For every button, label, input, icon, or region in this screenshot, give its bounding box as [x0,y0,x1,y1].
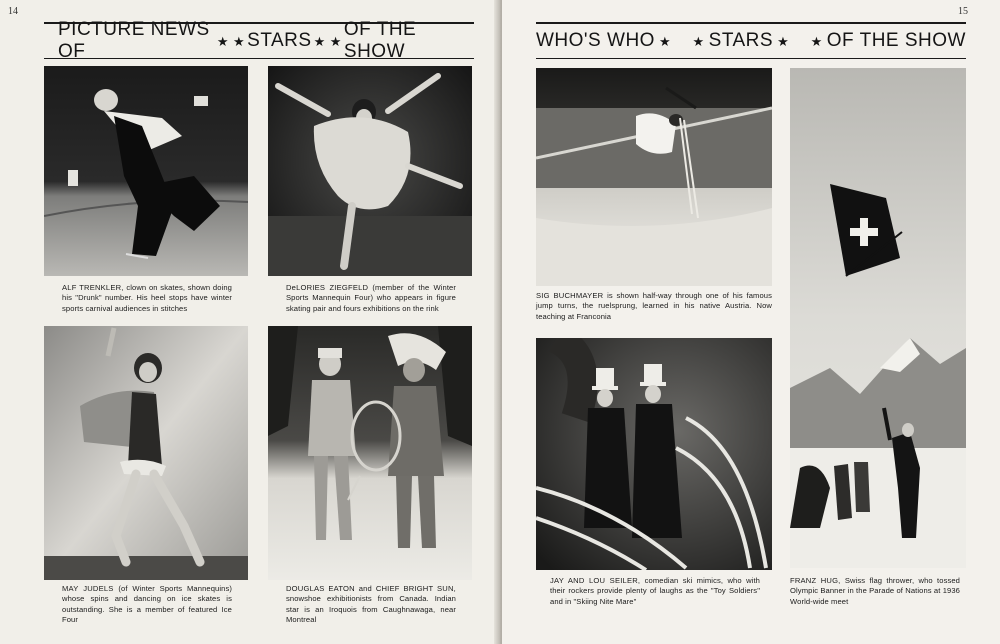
header-rule-bottom [536,58,966,59]
star-pair-icon: ★ ★ [313,34,342,49]
caption-sig-buchmayer: SIG BUCHMAYER is shown half-way through one of his famous jump turns, the ruelsprung, learned in his native Austria. Now teaching at Franconia [536,291,773,321]
caption-franz-hug: FRANZ HUG, Swiss flag thrower, who tossed Olympic Banner in the Parade of Nations at 1936 World-wide meet [790,576,961,606]
caption-may-judels: MAY JUDELS (of Winter Sports Mannequins) whose spins and dancing on ice skates is outstanding. She is a member of featured Ice Four [62,584,232,624]
star-pair-icon: ★ ★ [777,34,823,49]
page-title [58,19,462,62]
star-pair-icon: ★ ★ [658,34,705,49]
caption-jay-lou-seiler: JAY AND LOU SEILER, comedian ski mimics, who with their rockers provide plenty of laughs as the "Toy Soldiers" and in "Skiing Nite Mare" [550,576,760,606]
caption-douglas-eaton-bright-sun: DOUGLAS EATON and CHIEF BRIGHT SUN, snowshoe exhibitionists from Canada. Indian star is an Iroquois from Caughnawaga, near Montreal [286,584,456,624]
title-part: OF THE SHOW [826,30,966,51]
photo-jay-lou-seiler [536,338,772,570]
title-part: STARS [708,30,774,51]
page-number: 15 [958,6,968,17]
title-part: OF THE SHOW [343,19,417,62]
photo-delories-ziegfeld [268,66,472,276]
photo-alf-trenkler [44,66,248,276]
page-number: 14 [8,6,18,17]
photo-franz-hug [790,68,966,568]
photo-sig-buchmayer [536,68,772,286]
header-rule-top [536,22,966,24]
caption-alf-trenkler: ALF TRENKLER, clown on skates, shown doing his "Drunk" number. His heel stops have winter sports carnival audiences in stitches [62,283,232,313]
title-part: STARS [247,30,312,51]
title-part: PICTURE NEWS OF [58,19,210,62]
caption-delories-ziegfeld: DeLORIES ZIEGFELD (member of the Winter Sports Mannequin Four) who appears in figure skating pair and fours exhibitions on the rink [286,283,457,313]
page-title [536,26,966,56]
right-page [502,0,1000,644]
title-part: WHO'S WHO [536,30,655,51]
star-pair-icon: ★ ★ [216,34,246,49]
photo-may-judels [44,326,248,580]
left-page [0,0,498,644]
photo-douglas-eaton-bright-sun [268,326,472,580]
header-rule-bottom [44,58,474,59]
